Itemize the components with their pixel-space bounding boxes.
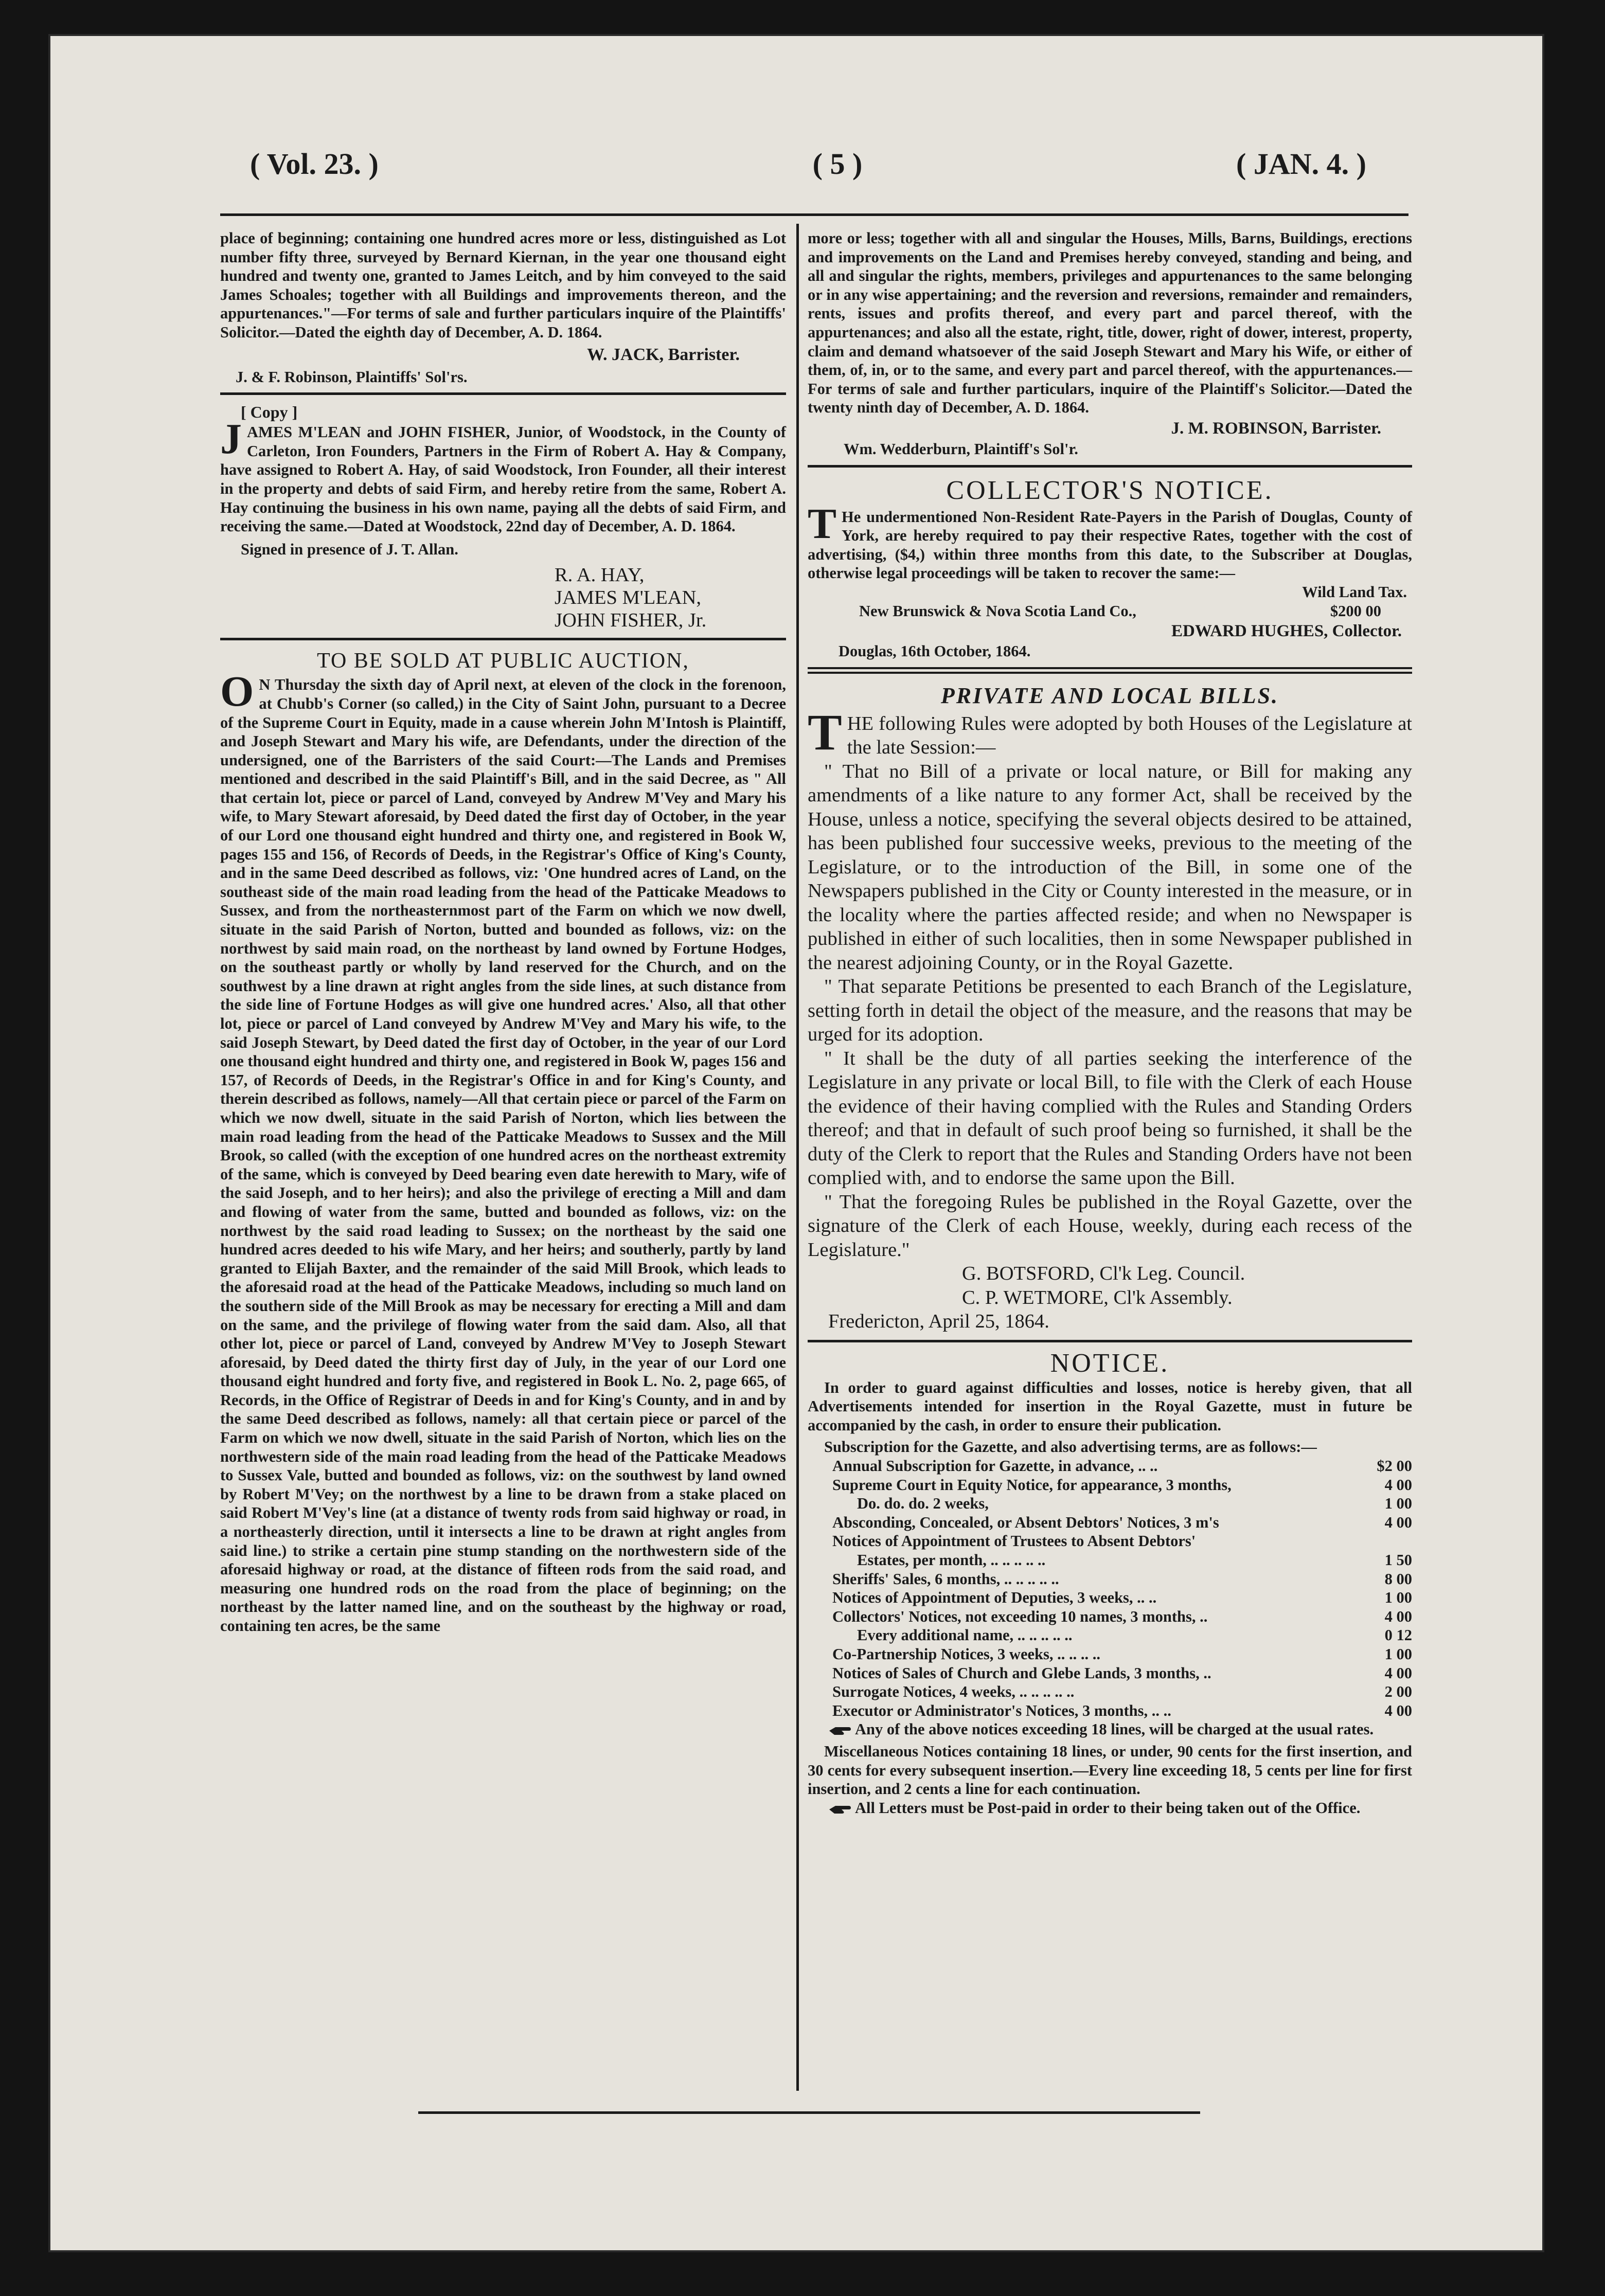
left-column xyxy=(220,229,786,1636)
bills-heading: PRIVATE AND LOCAL BILLS. xyxy=(940,683,1279,708)
auction-signature: J. M. ROBINSON, Barrister. xyxy=(1171,419,1381,438)
bills-dropcap: T xyxy=(808,703,842,761)
fee-amount: 1 50 xyxy=(1384,1551,1412,1569)
fee-row xyxy=(808,1532,1412,1551)
fee-label: Notices of Appointment of Trustees to Absent Debtors' xyxy=(832,1532,1196,1550)
bills-signature-assembly: C. P. WETMORE, Cl'k Assembly. xyxy=(962,1286,1233,1308)
section-divider xyxy=(808,667,1412,674)
gazette-page xyxy=(50,36,1542,2250)
fee-amount: $2 00 xyxy=(1377,1457,1412,1475)
legal-notice-continued xyxy=(220,229,786,386)
section-divider xyxy=(808,465,1412,468)
bills-signature-council: G. BOTSFORD, Cl'k Leg. Council. xyxy=(962,1263,1245,1285)
copartnership-notice xyxy=(220,401,786,632)
fee-row xyxy=(808,1664,1412,1683)
fee-amount: 1 00 xyxy=(1384,1495,1412,1513)
fee-row xyxy=(808,1701,1412,1720)
collector-rate-row xyxy=(808,602,1412,621)
collector-amount: $200 00 xyxy=(1330,602,1381,620)
fee-amount: 2 00 xyxy=(1384,1683,1412,1701)
collector-heading: COLLECTOR'S NOTICE. xyxy=(946,475,1274,505)
fee-amount: 1 00 xyxy=(1384,1645,1412,1663)
pointing-hand-icon xyxy=(828,1725,852,1737)
bills-rule-4: " That the foregoing Rules be published in the Royal Gazette, over the signature of the Clerk of each House, weekly, during each recess of the Legislature." xyxy=(808,1191,1412,1261)
fee-label: Executor or Administrator's Notices, 3 months, .. .. xyxy=(832,1701,1171,1719)
collector-date: Douglas, 16th October, 1864. xyxy=(839,642,1031,660)
right-column xyxy=(808,229,1412,1817)
page-number: ( 5 ) xyxy=(812,147,863,181)
collector-column-head: Wild Land Tax. xyxy=(1302,583,1407,601)
fee-row xyxy=(808,1476,1412,1495)
auction-body: N Thursday the sixth day of April next, at eleven of the clock in the forenoon, at Chubb's Corner (so called,) in the City of Saint John, pursuant to a Decree of the Supreme Court in Equity, made in a cause wherein John M'Intosh is Plaintiff, and Joseph Stewart and Mary his wife, are Defendants, under the direction of the undersigned, one of the Barristers of the said Court:—The Lands and Premises mentioned and described in the said Plaintiff's Bill, and in the said Decree, as " All that certain lot, piece or parcel of Land, conveyed by Andrew M'Vey and Mary his wife, to Mary Stewart aforesaid, by Deed dated the first day of October, in the year of our Lord one thousand eight hundred and thirty one, and registered in Book W, pages 155 and 156, of Records of Deeds, in the Registrar's Office of King's County, and in the same Deed described as follows, viz: 'One hundred acres of Land, on the southeast side of the main road leading from the head of the Patticake Meadows to Sussex, and from the northeasternmost part of the Farm on which we now dwell, situate in the said Parish of Norton, butted and bounded as follows, viz: on the northwest by said main road, on the northeast by land owned by Fortune Hodges, on the southeast partly or wholly by land reserved for the Church, and on the southwest by a line drawn at right angles from the side lines, at such distance from the side line of Fortune Hodges as will give one hundred acres.' Also, all that other lot, piece or parcel of Land conveyed by Andrew M'Vey and Mary his wife, to the said Joseph Stewart, by Deed dated the first day of October, in the year of our Lord one thousand eight hundred and thirty one, and registered in Book W, pages 156 and 157, of Records of Deeds, in the Registrar's Office in and for King's County, and therein described as follows, namely—All that certain piece or parcel of the Farm on which we now dwell, situate in the said Parish of Norton, which lies between the main road leading from the head of the Patticake Meadows to Sussex and the Mill Brook, so called (with the exception of one hundred acres on the northeast extremity of the same, which is conveyed by Deed bearing even date herewith to Mary, wife of the said Joseph, and to her heirs); and also the privilege of erecting a Mill and dam and flowing of water from the same, butted and bounded as follows, viz: on the northwest by the said road leading to Sussex; on the northeast by the said one hundred acres deeded to his wife Mary, and her heirs; and southerly, partly by land granted to Elijah Baxter, and the remainder of the said Mill Brook, which leads to the aforesaid road at the head of the Patticake Meadows, including so much land on the southern side of the Mill Brook as may be necessary for erecting a Mill and dam on the same, and the privilege of flowing water from the said dam. Also, all that other lot, piece or parcel of Land, conveyed by Andrew M'Vey to Joseph Stewart aforesaid, by Deed dated the thirty first day of July, in the year of our Lord one thousand eight hundred and forty five, and registered in Book L. No. 2, page 665, of Records, in the Office of Registrar of Deeds in and for King's County, and in and by the same Deed described as follows, namely: all that certain piece or parcel of the Farm on which we now dwell, situate in the said Parish of Norton, which lies on the northwestern side of the main road leading from the head of the Patticake Meadows to Sussex Vale, butted and bounded as follows, viz: on the southwest by land owned by Robert M'Vey; on the northwest by a line to be drawn from a stake placed on said Robert M'Vey's line (at a distance of twenty rods from said highway or road, in a northeasterly direction, until it intersects a line to be drawn at right angles from said line.) to strike a certain pine stump standing on the northwestern side of the aforesaid highway or road, at the distance of fifteen rods from the said road, and measuring one hundred rods on the road from the place of beginning; on the northeast by the latter named line, and on the southeast by the highway or road, containing ten acres, be the same xyxy=(220,676,786,1635)
fee-label: Collectors' Notices, not exceeding 10 names, 3 months, .. xyxy=(832,1607,1208,1625)
fee-amount: 8 00 xyxy=(1384,1570,1412,1588)
fee-row xyxy=(808,1682,1412,1701)
fee-label: Co-Partnership Notices, 3 weeks, .. .. .. .. xyxy=(832,1645,1100,1663)
collector-body: He undermentioned Non-Resident Rate-Payers in the Parish of Douglas, County of York, are hereby required to pay their respective Rates, together with the cost of advertising, ($4,) within three months from this date, to the Subscriber at Douglas, otherwise legal proceedings will be taken to recover the same:— xyxy=(808,508,1412,582)
fee-row xyxy=(808,1551,1412,1570)
collector-signature: EDWARD HUGHES, Collector. xyxy=(1171,622,1402,641)
fee-row xyxy=(808,1626,1412,1645)
gazette-notice xyxy=(808,1349,1412,1818)
legal-notice-body: place of beginning; containing one hundred acres more or less, distinguished as Lot number fifty three, surveyed by Bernard Kiernan, in the year one thousand eight hundred and twenty one, granted to James Leitch, and by him conveyed to the said James Schoales; together with all Buildings and improvements thereon, and the appurtenances."—For terms of sale and further particulars inquire of the Plaintiffs' Solicitor.—Dated the eighth day of December, A. D. 1864. xyxy=(220,229,786,341)
collectors-notice xyxy=(808,474,1412,661)
fee-amount xyxy=(1406,1532,1412,1551)
fee-row xyxy=(808,1457,1412,1476)
issue-date: ( JAN. 4. ) xyxy=(1236,147,1366,181)
private-local-bills xyxy=(808,680,1412,1334)
auction-notice-continued xyxy=(808,229,1412,459)
notice-heading: NOTICE. xyxy=(1050,1348,1170,1378)
fee-label: Supreme Court in Equity Notice, for appearance, 3 months, xyxy=(832,1476,1232,1494)
copy-body: AMES M'LEAN and JOHN FISHER, Junior, of Woodstock, in the County of Carleton, Iron Founders, Partners in the Firm of Robert A. Hay & Company, have assigned to Robert A. Hay, of said Woodstock, Iron Founder, all their interest in the property and debts of said Firm, and hereby retire from the same, Robert A. Hay continuing the business in his own name, paying all the debts of said Firm, and receiving the same.—Dated at Woodstock, 22nd day of December, A. D. 1864. xyxy=(220,423,786,535)
legal-notice-solicitor: J. & F. Robinson, Plaintiffs' Sol'rs. xyxy=(236,368,468,386)
fee-amount: 4 00 xyxy=(1384,1513,1412,1531)
advertising-fee-table xyxy=(808,1457,1412,1720)
section-divider xyxy=(220,392,786,395)
copy-dropcap: J xyxy=(220,415,242,463)
fee-label: Do. do. do. 2 weeks, xyxy=(857,1495,989,1513)
notice-miscellaneous: Miscellaneous Notices containing 18 lines, or under, 90 cents for the first insertion, and 30 cents for every subsequent insertion.—Every line exceeding 18, 5 cents per line for first insertion, and 2 cents a line for each continuation. xyxy=(808,1742,1412,1798)
notice-excess-text: Any of the above notices exceeding 18 lines, will be charged at the usual rates. xyxy=(854,1720,1374,1738)
fee-row xyxy=(808,1588,1412,1607)
collector-dropcap: T xyxy=(808,499,837,548)
fee-amount: 4 00 xyxy=(1384,1701,1412,1719)
header-rule xyxy=(220,213,1408,216)
legal-notice-signature: W. JACK, Barrister. xyxy=(587,345,740,364)
copy-witness: Signed in presence of J. T. Allan. xyxy=(241,540,458,558)
fee-amount: 0 12 xyxy=(1384,1626,1412,1644)
auction-dropcap: O xyxy=(220,668,254,716)
fee-label: Surrogate Notices, 4 weeks, .. .. .. .. .. xyxy=(832,1683,1075,1701)
fee-row xyxy=(808,1513,1412,1532)
auction-notice xyxy=(220,647,786,1635)
pointing-hand-icon xyxy=(828,1803,852,1816)
fee-row xyxy=(808,1607,1412,1626)
fee-label: Estates, per month, .. .. .. .. .. xyxy=(857,1551,1046,1569)
bills-intro: HE following Rules were adopted by both Houses of the Legislature at the late Session:— xyxy=(847,712,1412,759)
column-rule xyxy=(796,224,799,2091)
notice-excess xyxy=(808,1720,1412,1739)
fee-label: Absconding, Concealed, or Absent Debtors' Notices, 3 m's xyxy=(832,1513,1219,1531)
fee-label: Annual Subscription for Gazette, in advance, .. .. xyxy=(832,1457,1158,1475)
fee-label: Notices of Sales of Church and Glebe Lands, 3 months, .. xyxy=(832,1664,1211,1682)
footer-rule xyxy=(418,2111,1200,2114)
notice-body: In order to guard against difficulties and losses, notice is hereby given, that all Advertisements intended for insertion in the Royal Gazette, must in future be accompanied by the cash, in order to ensure their publication. xyxy=(808,1378,1412,1434)
volume-label: ( Vol. 23. ) xyxy=(250,147,379,181)
fee-row xyxy=(808,1570,1412,1589)
fee-label: Every additional name, .. .. .. .. .. xyxy=(857,1626,1073,1644)
notice-subscription: Subscription for the Gazette, and also advertising terms, are as follows:— xyxy=(824,1438,1317,1456)
fee-label: Notices of Appointment of Deputies, 3 weeks, .. .. xyxy=(832,1589,1157,1607)
fee-row xyxy=(808,1645,1412,1664)
notice-postpaid xyxy=(808,1799,1412,1818)
bills-rule-2: " That separate Petitions be presented to each Branch of the Legislature, setting forth in detail the object of the measure, and the reasons that may be urged for its adoption. xyxy=(808,976,1412,1046)
section-divider xyxy=(220,638,786,640)
bills-rule-1: " That no Bill of a private or local nature, or Bill for making any amendments of a like nature to any former Act, shall be received by the House, unless a notice, specifying the several objects desired to be attained, has been published four successive weeks, previous to the meeting of the Legislature, or to the introduction of the Bill, in some one of the Newspapers published in the City or County interested in the measure, or in the locality where the parties affected reside; and when no Newspaper is published in either of such localities, then in some Newspaper published in the nearest adjoining County, or in the Royal Gazette. xyxy=(808,760,1412,974)
auction-continued-body: more or less; together with all and singular the Houses, Mills, Barns, Buildings, erections and improvements on the Land and Premises hereby conveyed, standing and being, and all and singular the rights, members, privileges and appurtenances to the same belonging or in any wise appertaining; and the reversion and reversions, remainder and remainders, rents, issues and profits thereof, and every part and parcel thereof, with the appurtenances; and also all the estate, right, title, dower, right of dower, interest, property, claim and demand whatsoever of the said Joseph Stewart and Mary his Wife, or either of them, of, in, or to the same, and every part and parcel thereof, with the appurtenances.—For terms of sale and further particulars, inquire of the Plaintiff's Solicitor.—Dated the twenty ninth day of December, A. D. 1864. xyxy=(808,229,1412,417)
bills-rule-3: " It shall be the duty of all parties seeking the interference of the Legislature in any private or local Bill, to file with the Clerk of each House the evidence of their having complied with the Rules and Standing Orders thereof; and that in default of such proof being so furnished, it shall be the duty of the Clerk to report that the Rules and Standing Orders have not been complied with, and to endorse the same upon the Bill. xyxy=(808,1047,1412,1189)
notice-postpaid-text: All Letters must be Post-paid in order to their being taken out of the Office. xyxy=(854,1799,1361,1817)
copy-label: [ Copy ] xyxy=(241,403,298,422)
bills-date: Fredericton, April 25, 1864. xyxy=(828,1311,1049,1333)
fee-amount: 4 00 xyxy=(1384,1607,1412,1625)
section-divider xyxy=(808,1340,1412,1342)
fee-amount: 4 00 xyxy=(1384,1664,1412,1682)
auction-solicitor: Wm. Wedderburn, Plaintiff's Sol'r. xyxy=(844,440,1078,458)
copy-signatory-hay: R. A. HAY, xyxy=(555,564,645,586)
copy-signatory-fisher: JOHN FISHER, Jr. xyxy=(555,609,707,632)
fee-amount: 4 00 xyxy=(1384,1476,1412,1494)
page-header xyxy=(50,147,1542,203)
fee-row xyxy=(808,1494,1412,1513)
auction-heading: TO BE SOLD AT PUBLIC AUCTION, xyxy=(317,649,689,673)
collector-payer: New Brunswick & Nova Scotia Land Co., xyxy=(859,602,1136,620)
fee-amount: 1 00 xyxy=(1384,1589,1412,1607)
fee-label: Sheriffs' Sales, 6 months, .. .. .. .. .. xyxy=(832,1570,1059,1588)
copy-signatory-mclean: JAMES M'LEAN, xyxy=(555,587,702,609)
